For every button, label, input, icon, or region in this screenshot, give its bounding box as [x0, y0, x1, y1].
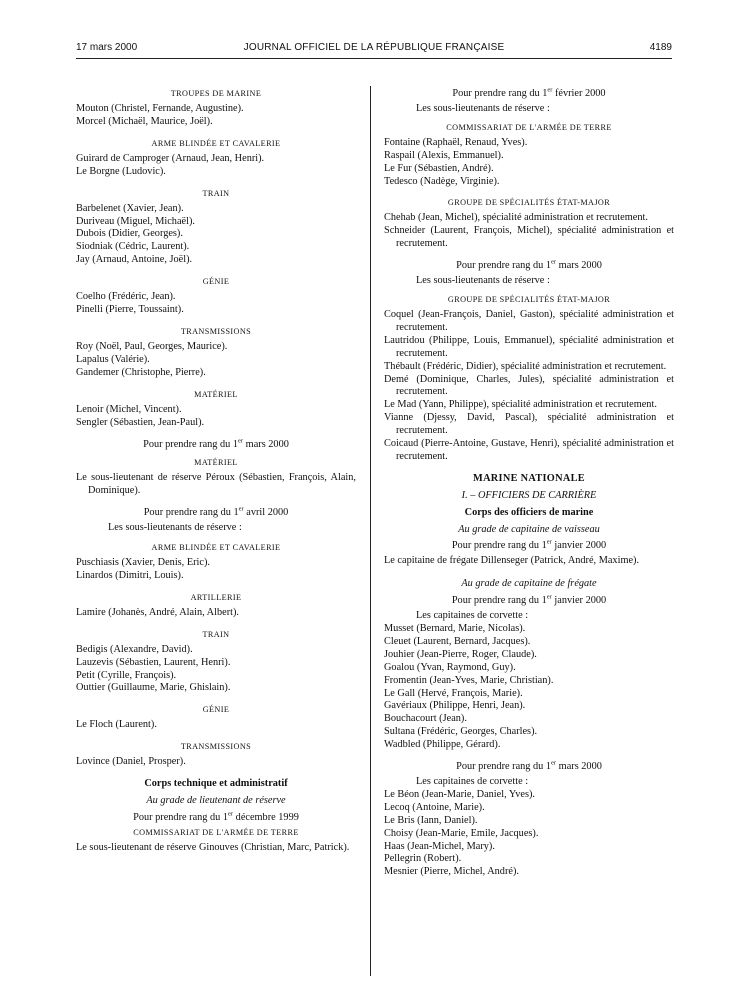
section-heading: TRANSMISSIONS	[180, 326, 252, 336]
rank-date-line: Pour prendre rang du 1er janvier 2000	[451, 593, 607, 607]
list-item: Dubois (Didier, Georges).	[76, 228, 183, 240]
left-column	[76, 88, 356, 864]
section-heading: ARME BLINDÉE ET CAVALERIE	[151, 138, 281, 148]
rank-date-line: Pour prendre rang du 1er janvier 2000	[451, 539, 607, 552]
list-item: Raspail (Alexis, Emmanuel).	[384, 149, 504, 161]
section-heading: COMMISSARIAT DE L'ARMÉE DE TERRE	[446, 122, 612, 132]
corps-title: Corps des officiers de marine	[464, 506, 594, 518]
list-item: Goalou (Yvan, Raymond, Guy).	[384, 661, 516, 673]
section-heading: GÉNIE	[202, 277, 230, 287]
list-item: Le Floch (Laurent).	[76, 719, 157, 731]
block	[384, 122, 674, 189]
block	[76, 741, 356, 769]
rank-date-line: Pour prendre rang du 1er février 2000	[452, 86, 606, 99]
list-item: Vianne (Djessy, David, Pascal), spécialité administration et recrutement.	[384, 412, 674, 437]
list-item: Le sous-lieutenant de réserve Péroux (Sébastien, François, Alain, Dominique).	[76, 472, 356, 497]
list-item: Le Borgne (Ludovic).	[76, 165, 166, 177]
section-heading: MATÉRIEL	[194, 389, 238, 399]
list-item: Le Fur (Sébastien, André).	[384, 162, 494, 174]
list-item: Lautridou (Philippe, Louis, Emmanuel), spécialité administration et recrutement.	[384, 334, 674, 359]
name-list	[384, 623, 674, 752]
list-item: Pellegrin (Robert).	[384, 853, 462, 865]
capitaines-intro: Les capitaines de corvette :	[416, 610, 529, 622]
header-rule	[76, 58, 672, 59]
rank-date-line: Pour prendre rang du 1er décembre 1999	[133, 810, 299, 823]
block	[76, 188, 356, 268]
section-heading: MATÉRIEL	[194, 458, 238, 468]
list-item: Sultana (Frédéric, Georges, Charles).	[384, 726, 538, 738]
list-item: Le Gall (Hervé, François, Marie).	[384, 687, 523, 699]
list-item: Coicaud (Pierre-Antoine, Gustave, Henri), spécialité administration et recrutement.	[384, 438, 674, 462]
sous-lieutenants-intro: Les sous-lieutenants de réserve :	[416, 102, 550, 114]
section-heading: TRAIN	[202, 188, 230, 198]
rank-date-line: Pour prendre rang du 1er avril 2000	[143, 505, 289, 519]
list-item: Thébault (Frédéric, Didier), spécialité administration et recrutement.	[384, 360, 667, 372]
list-item: Bedigis (Alexandre, David).	[76, 643, 193, 655]
list-item: Musset (Bernard, Marie, Nicolas).	[384, 623, 526, 634]
journal-title: JOURNAL OFFICIEL DE LA RÉPUBLIQUE FRANÇAISE	[243, 42, 505, 53]
list-item: Lecoq (Antoine, Marie).	[384, 801, 485, 813]
section-heading: TRAIN	[202, 629, 230, 639]
column-divider	[370, 86, 371, 976]
list-item: Le sous-lieutenant de réserve Ginouves (Christian, Marc, Patrick).	[76, 841, 350, 853]
grade-title: Au grade de lieutenant de réserve	[146, 795, 286, 807]
issue-date: 17 mars 2000	[76, 42, 138, 53]
list-item: Siodniak (Cédric, Laurent).	[76, 241, 190, 253]
list-item: Fontaine (Raphaël, Renaud, Yves).	[384, 136, 528, 148]
list-item: Guirard de Camproger (Arnaud, Jean, Henri).	[76, 152, 265, 164]
block	[76, 704, 356, 732]
list-item: Roy (Noël, Paul, Georges, Maurice).	[76, 340, 228, 352]
page-header	[76, 41, 672, 55]
list-item: Lamire (Johanès, André, Alain, Albert).	[76, 606, 239, 618]
list-item: Haas (Jean-Michel, Mary).	[384, 840, 495, 852]
block	[76, 326, 356, 380]
section-heading: COMMISSARIAT DE L'ARMÉE DE TERRE	[133, 827, 299, 837]
capitaines-intro: Les capitaines de corvette :	[416, 775, 529, 787]
list-item: Gavériaux (Philippe, Henri, Jean).	[384, 700, 526, 712]
list-item: Chehab (Jean, Michel), spécialité administration et recrutement.	[384, 212, 648, 224]
sous-lieutenants-intro: Les sous-lieutenants de réserve :	[416, 275, 550, 287]
subsection-officiers: I. – OFFICIERS DE CARRIÈRE	[461, 489, 597, 501]
section-heading: ARTILLERIE	[190, 592, 242, 602]
block	[76, 389, 356, 430]
list-item: Mouton (Christel, Fernande, Augustine).	[76, 103, 244, 114]
grade-title: Au grade de capitaine de frégate	[461, 578, 597, 590]
list-item: Jouhier (Jean-Pierre, Roger, Claude).	[384, 648, 537, 660]
list-item: Lauzevis (Sébastien, Laurent, Henri).	[76, 656, 231, 668]
page-number: 4189	[649, 42, 672, 53]
list-item: Mesnier (Pierre, Michel, André).	[384, 866, 519, 878]
list-item: Pinelli (Pierre, Toussaint).	[76, 304, 184, 316]
block	[384, 197, 674, 251]
list-item: Puschiasis (Xavier, Denis, Eric).	[76, 557, 210, 569]
list-item: Lovince (Daniel, Prosper).	[76, 756, 186, 768]
grade-title: Au grade de capitaine de vaisseau	[458, 523, 600, 535]
list-item: Lapalus (Valérie).	[76, 353, 150, 365]
list-item: Le Béon (Jean-Marie, Daniel, Yves).	[384, 788, 535, 800]
block	[76, 827, 356, 855]
block	[76, 629, 356, 696]
list-item: Le capitaine de frégate Dillenseger (Patrick, André, Maxime).	[384, 555, 640, 567]
section-heading: GÉNIE	[202, 705, 230, 715]
list-item: Sengler (Sébastien, Jean-Paul).	[76, 416, 205, 428]
list-item: Outtier (Guillaume, Marie, Ghislain).	[76, 682, 231, 694]
section-title-marine: MARINE NATIONALE	[473, 472, 585, 484]
list-item: Wadbled (Philippe, Gérard).	[384, 739, 501, 751]
list-item: Schneider (Laurent, François, Michel), spécialité administration et recrutement.	[384, 225, 674, 250]
name-list	[384, 789, 674, 879]
list-item: Tedesco (Nadège, Virginie).	[384, 175, 500, 187]
list-item: Fromentin (Jean-Yves, Marie, Christian).	[384, 674, 554, 686]
list-item: Demé (Dominique, Charles, Jules), spécialité administration et recrutement.	[384, 373, 674, 398]
list-item: Bouchacourt (Jean).	[384, 713, 467, 725]
section-heading: TRANSMISSIONS	[180, 742, 252, 752]
list-item: Le Mad (Yann, Philippe), spécialité administration et recrutement.	[384, 399, 657, 411]
list-item: Morcel (Michaël, Maurice, Joël).	[76, 115, 213, 127]
block	[76, 542, 356, 583]
corps-title: Corps technique et administratif	[144, 778, 288, 790]
list-item: Lenoir (Michel, Vincent).	[76, 403, 182, 415]
list-item: Barbelenet (Xavier, Jean).	[76, 202, 184, 214]
rank-date-line: Pour prendre rang du 1er mars 2000	[456, 258, 602, 272]
list-item: Le Bris (Iann, Daniel).	[384, 814, 478, 826]
block	[384, 294, 674, 464]
block	[76, 276, 356, 317]
rank-date-line: Pour prendre rang du 1er mars 2000	[143, 437, 289, 450]
list-item: Duriveau (Miguel, Michaël).	[76, 215, 195, 227]
rank-date-line: Pour prendre rang du 1er mars 2000	[456, 759, 602, 773]
block	[76, 88, 356, 129]
list-item: Linardos (Dimitri, Louis).	[76, 569, 184, 581]
list-item: Choisy (Jean-Marie, Emile, Jacques).	[384, 827, 539, 839]
block	[76, 592, 356, 620]
block	[76, 457, 356, 498]
section-heading: TROUPES DE MARINE	[170, 89, 262, 98]
list-item: Petit (Cyrille, François).	[76, 669, 177, 681]
section-heading: GROUPE DE SPÉCIALITÉS ÉTAT-MAJOR	[447, 294, 611, 304]
section-heading: ARME BLINDÉE ET CAVALERIE	[151, 543, 281, 553]
list-item: Jay (Arnaud, Antoine, Joël).	[76, 254, 193, 266]
list-item: Gandemer (Christophe, Pierre).	[76, 366, 206, 378]
section-heading: GROUPE DE SPÉCIALITÉS ÉTAT-MAJOR	[447, 198, 611, 208]
list-item: Coquel (Jean-François, Daniel, Gaston), spécialité administration et recrutement.	[384, 308, 674, 333]
list-item: Coelho (Frédéric, Jean).	[76, 291, 176, 303]
block	[76, 138, 356, 179]
sous-lieutenants-intro: Les sous-lieutenants de réserve :	[108, 522, 242, 534]
list-item: Cleuet (Laurent, Bernard, Jacques).	[384, 635, 531, 647]
right-column	[384, 88, 674, 888]
